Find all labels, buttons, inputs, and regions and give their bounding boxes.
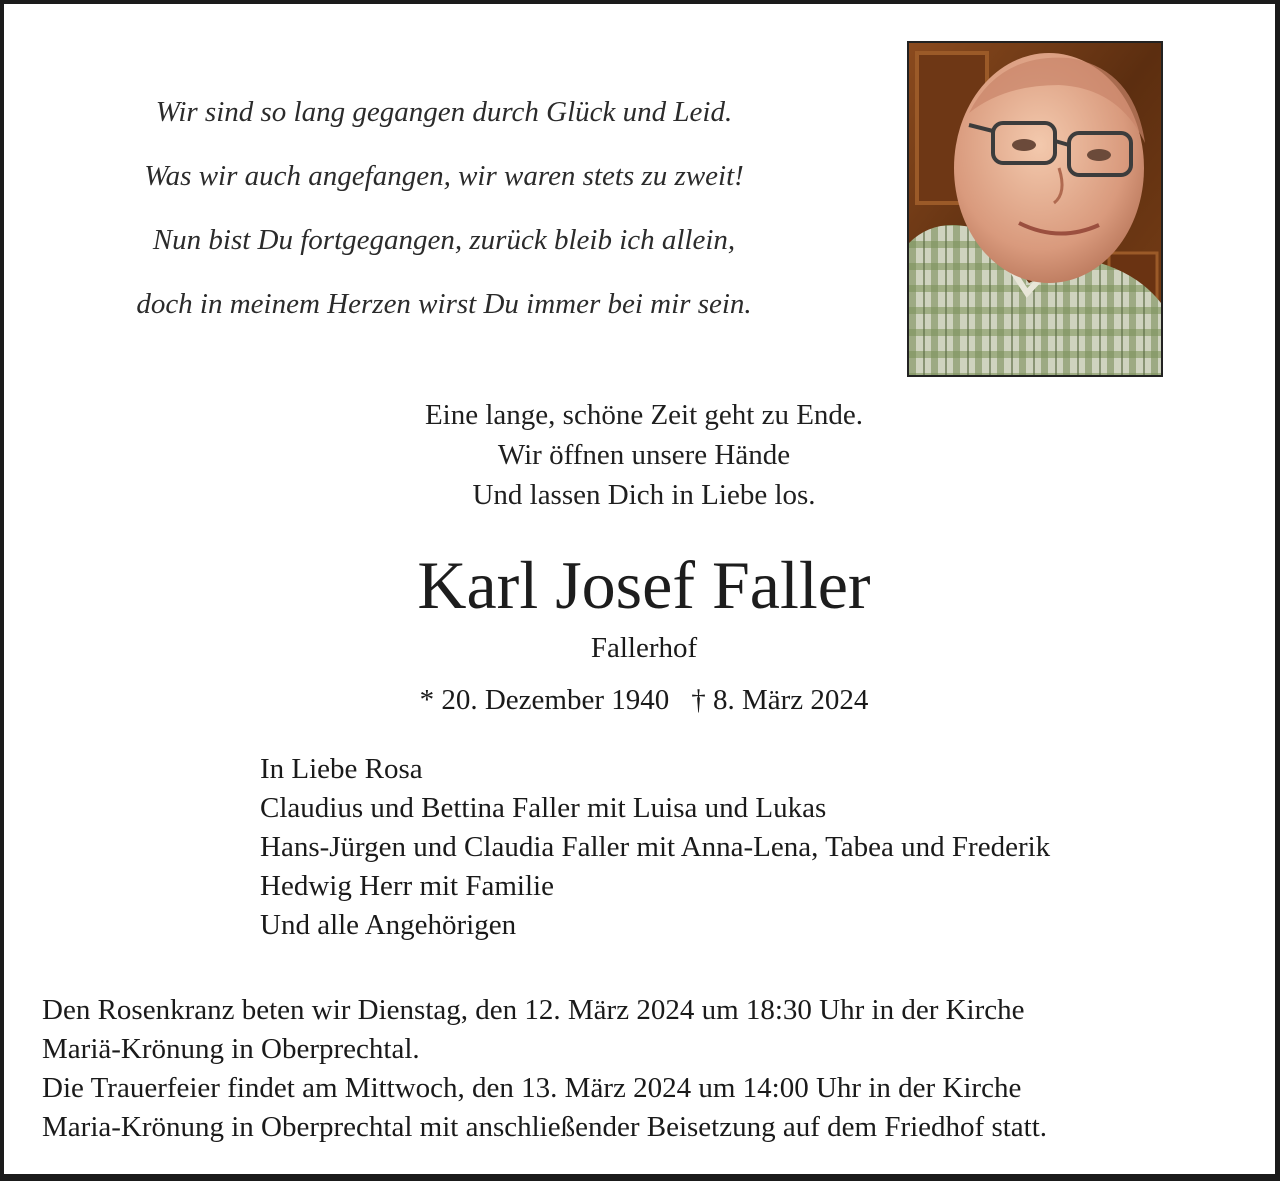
life-dates (4, 680, 1280, 720)
mourners-list (260, 750, 1260, 945)
mourner-line: Hans-Jürgen und Claudia Faller mit Anna-Lena, Tabea und Frederik (260, 831, 1051, 863)
birth-date: * 20. Dezember 1940 (419, 684, 670, 716)
verse (4, 395, 1280, 515)
mourner-line: Hedwig Herr mit Familie (260, 870, 554, 902)
verse-line: Und lassen Dich in Liebe los. (472, 479, 816, 511)
verse-line: Eine lange, schöne Zeit geht zu Ende. (424, 399, 864, 431)
death-date: † 8. März 2024 (691, 684, 869, 716)
deceased-farm: Fallerhof (590, 632, 698, 664)
service-info-line: Den Rosenkranz beten wir Dienstag, den 12. März 2024 um 18:30 Uhr in der Kirche (42, 994, 1025, 1026)
service-info-line: Maria-Krönung in Oberprechtal mit anschließender Beisetzung auf dem Friedhof statt. (42, 1111, 1048, 1143)
mourner-line: Claudius und Bettina Faller mit Luisa und Lukas (260, 792, 827, 824)
service-info-line: Mariä-Krönung in Oberprechtal. (42, 1033, 420, 1065)
poem-line: doch in meinem Herzen wirst Du immer bei mir sein. (136, 288, 752, 320)
poem-line: Nun bist Du fortgegangen, zurück bleib ich allein, (152, 224, 736, 256)
poem (44, 80, 844, 336)
mourner-line: Und alle Angehörigen (260, 909, 517, 941)
poem-line: Wir sind so lang gegangen durch Glück und Leid. (155, 96, 733, 128)
service-info (42, 991, 1257, 1147)
portrait-photo (907, 41, 1163, 377)
deceased-name: Karl Josef Faller (417, 547, 871, 623)
portrait-image (909, 43, 1161, 375)
mourner-line: In Liebe Rosa (260, 753, 423, 785)
verse-line: Wir öffnen unsere Hände (497, 439, 791, 471)
service-info-line: Die Trauerfeier findet am Mittwoch, den 13. März 2024 um 14:00 Uhr in der Kirche (42, 1072, 1022, 1104)
poem-line: Was wir auch angefangen, wir waren stets zu zweit! (144, 160, 744, 192)
